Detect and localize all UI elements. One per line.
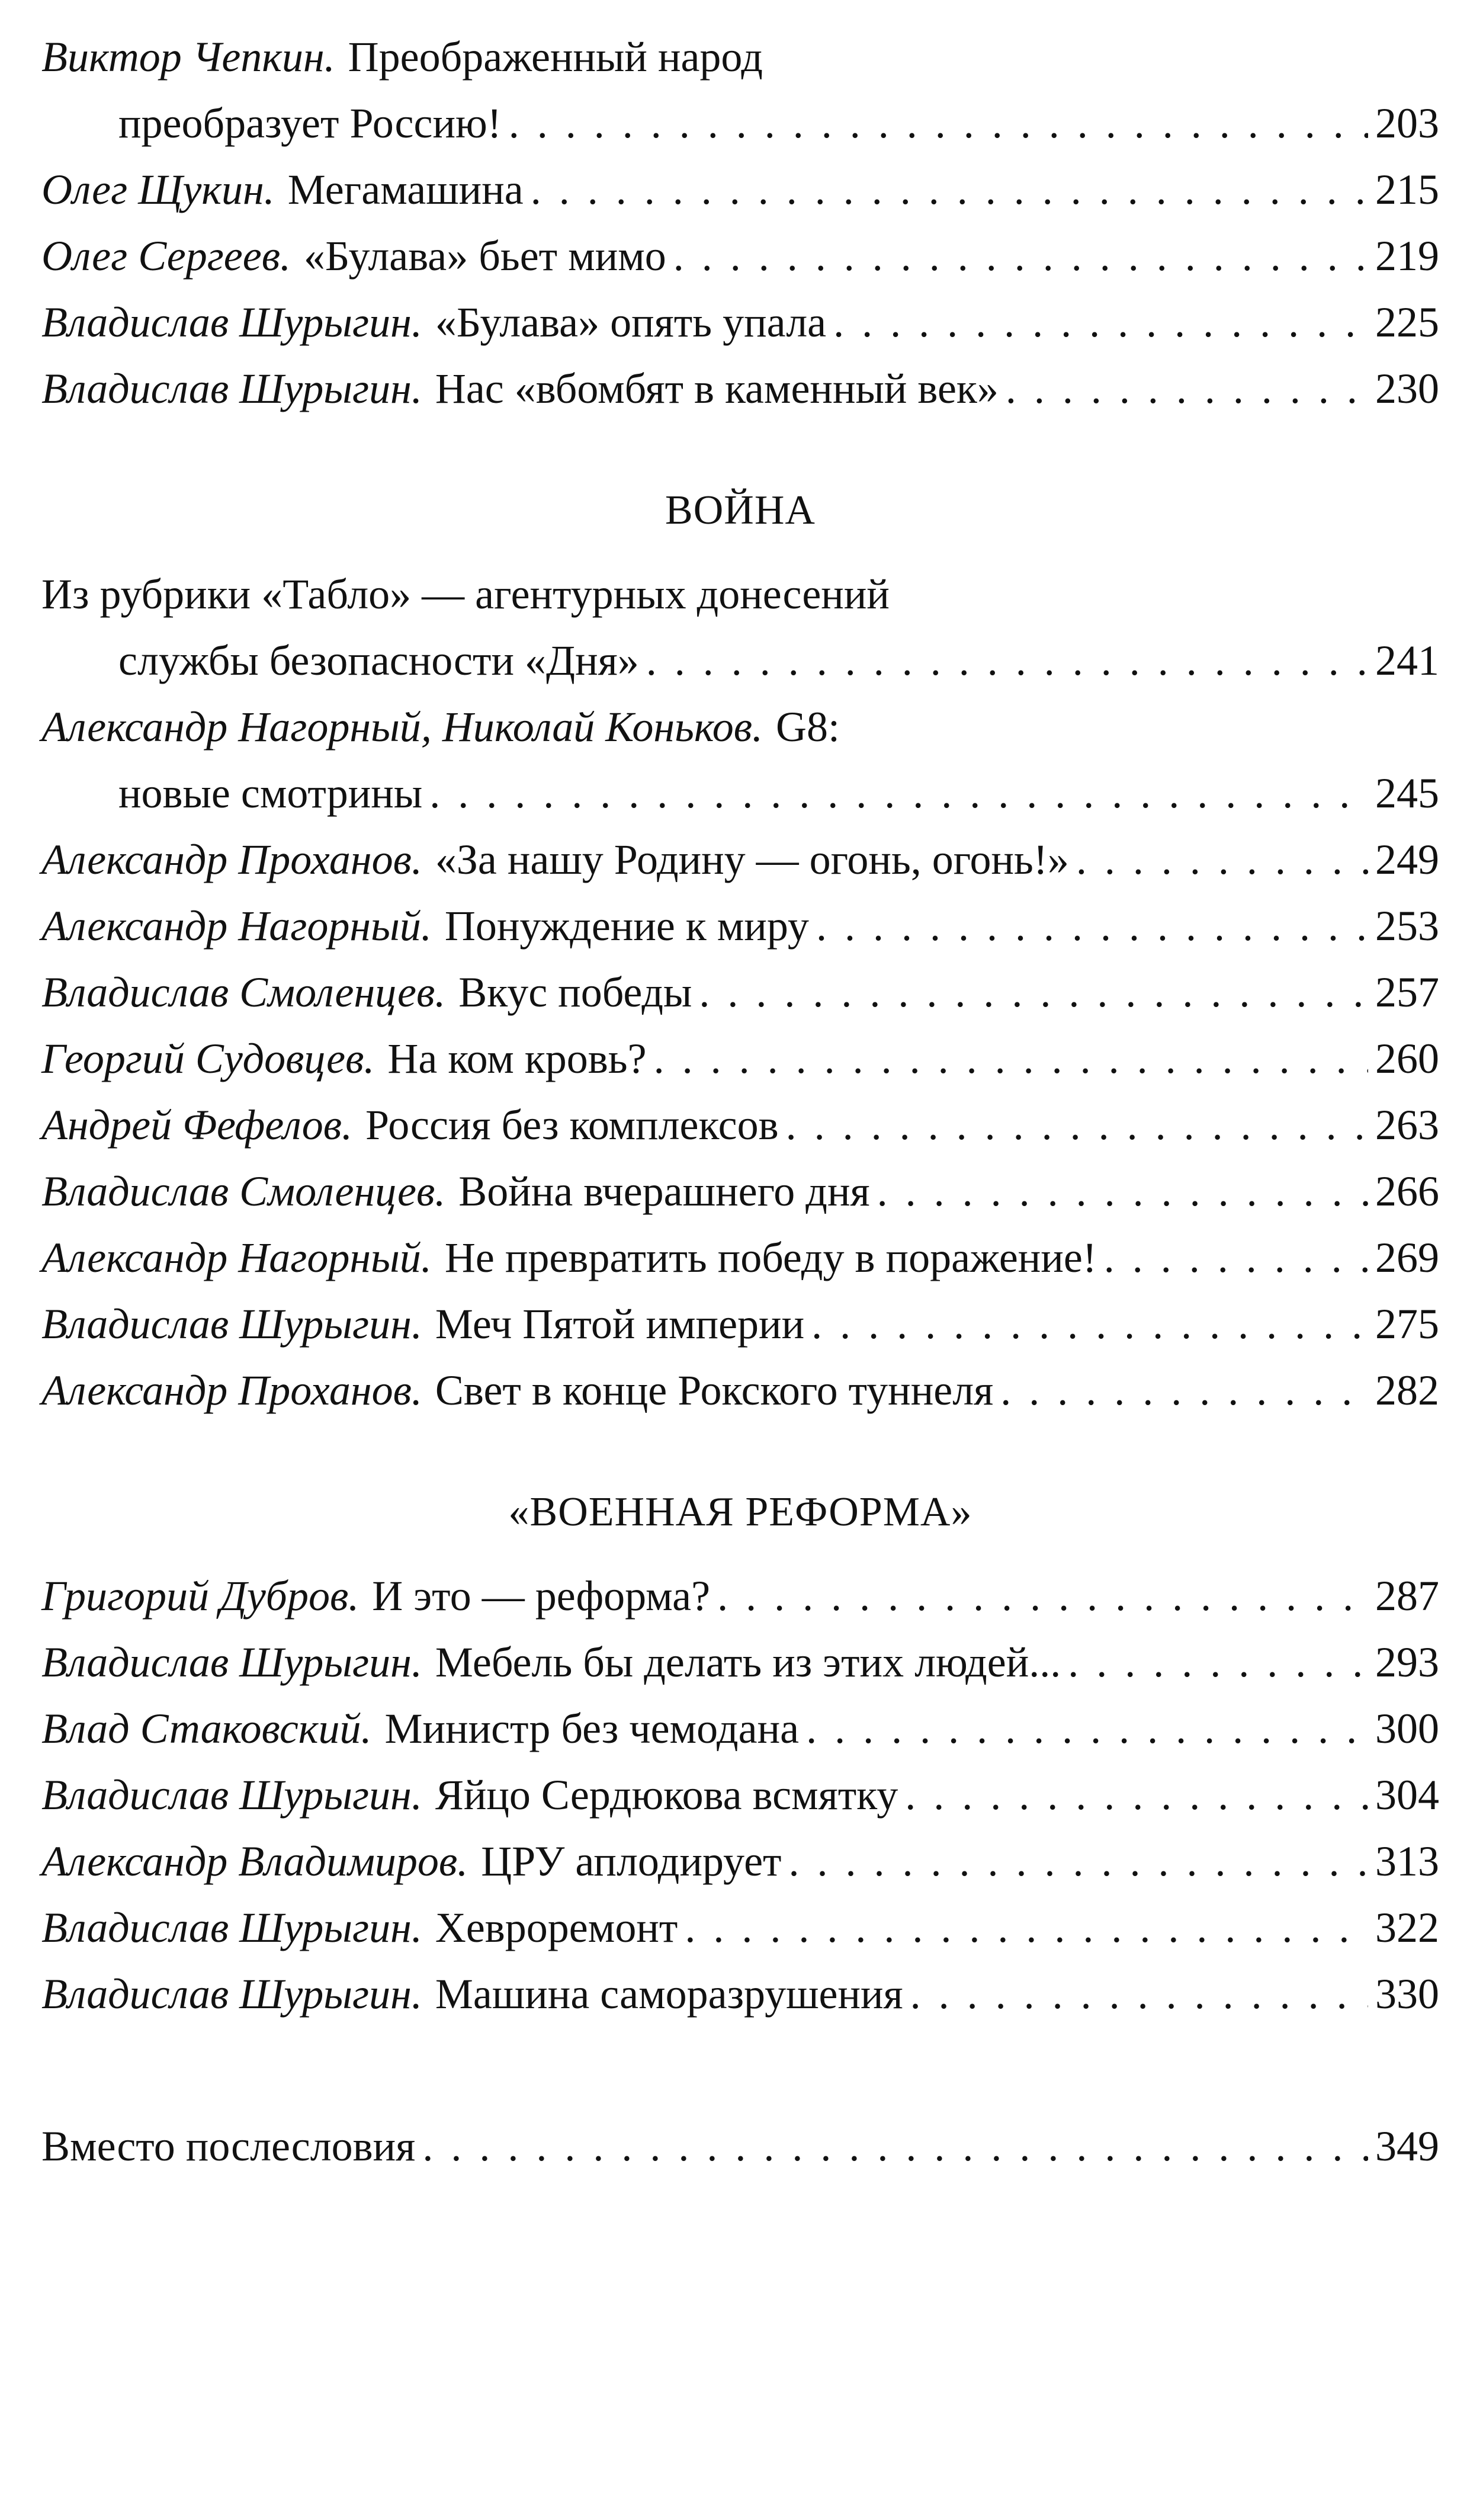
dot-leader bbox=[1006, 355, 1368, 422]
dot-leader bbox=[429, 760, 1368, 826]
entry-page-number: 203 bbox=[1375, 100, 1439, 147]
entry-page-number: 260 bbox=[1375, 1035, 1439, 1082]
spacer bbox=[41, 422, 1439, 478]
entry-page-number: 269 bbox=[1375, 1234, 1439, 1281]
dot-leader bbox=[685, 1894, 1368, 1961]
dot-leader bbox=[422, 2113, 1368, 2179]
toc-line bbox=[41, 156, 1439, 223]
dot-leader bbox=[699, 959, 1368, 1025]
spacer bbox=[41, 543, 1439, 561]
toc-line bbox=[41, 1357, 1439, 1423]
toc-line bbox=[41, 1025, 1439, 1092]
dot-leader bbox=[1104, 1224, 1368, 1291]
entry-page-number: 249 bbox=[1375, 836, 1439, 883]
entry-title-continued: преобразует Россию! bbox=[118, 100, 502, 147]
entry-page-number: 304 bbox=[1375, 1771, 1439, 1819]
toc-entry bbox=[41, 1092, 1439, 1158]
entry-author: Олег Сергеев. bbox=[41, 232, 291, 280]
entry-author: Владислав Шурыгин. bbox=[41, 1904, 422, 1951]
entry-title: Преображенный народ bbox=[348, 33, 763, 81]
toc-entry bbox=[41, 1563, 1439, 1629]
toc-entry bbox=[41, 959, 1439, 1025]
entry-author: Виктор Чепкин. bbox=[41, 33, 335, 81]
toc-line-continued bbox=[41, 90, 1439, 156]
toc-entry bbox=[41, 893, 1439, 959]
entry-page-number: 245 bbox=[1375, 770, 1439, 817]
entry-title: Не превратить победу в поражение! bbox=[444, 1234, 1097, 1281]
toc-entry-afterword bbox=[41, 2113, 1439, 2179]
entry-author: Александр Нагорный. bbox=[41, 902, 432, 950]
dot-leader bbox=[717, 1563, 1368, 1629]
entry-title: Из рубрики «Табло» — агентурных донесений bbox=[41, 570, 890, 618]
entry-page-number: 257 bbox=[1375, 969, 1439, 1016]
dot-leader bbox=[646, 627, 1368, 694]
toc-entry bbox=[41, 289, 1439, 355]
toc-line bbox=[41, 1092, 1439, 1158]
toc-line-continued bbox=[41, 760, 1439, 826]
dot-leader bbox=[654, 1025, 1368, 1092]
toc-line bbox=[41, 1291, 1439, 1357]
toc-line bbox=[41, 1563, 1439, 1629]
section-heading-reform: «ВОЕННАЯ РЕФОРМА» bbox=[508, 1489, 972, 1535]
entry-author: Владислав Шурыгин. bbox=[41, 1639, 422, 1686]
toc-entry bbox=[41, 1224, 1439, 1291]
entry-author: Влад Стаковский. bbox=[41, 1705, 372, 1752]
entry-page-number: 349 bbox=[1375, 2123, 1439, 2170]
dot-leader bbox=[877, 1158, 1368, 1224]
toc-line bbox=[41, 289, 1439, 355]
entry-page-number: 241 bbox=[1375, 637, 1439, 684]
toc-entry bbox=[41, 355, 1439, 422]
section-heading-war: ВОЙНА bbox=[665, 488, 816, 533]
entry-page-number: 282 bbox=[1375, 1367, 1439, 1414]
dot-leader bbox=[910, 1961, 1368, 2027]
entry-author: Владислав Смоленцев. bbox=[41, 969, 446, 1016]
entry-title: Россия без комплексов bbox=[365, 1101, 779, 1149]
entry-title: Мебель бы делать из этих людей... bbox=[435, 1639, 1061, 1686]
toc-entry bbox=[41, 826, 1439, 893]
toc-line bbox=[41, 694, 1439, 760]
dot-leader bbox=[816, 893, 1368, 959]
entry-page-number: 266 bbox=[1375, 1168, 1439, 1215]
toc-line bbox=[41, 959, 1439, 1025]
table-of-contents bbox=[41, 24, 1439, 2179]
entry-page-number: 300 bbox=[1375, 1705, 1439, 1752]
entry-author: Александр Нагорный, Николай Коньков. bbox=[41, 703, 763, 751]
entry-author: Георгий Судовцев. bbox=[41, 1035, 375, 1082]
entry-title-continued: новые смотрины bbox=[118, 770, 423, 817]
toc-line bbox=[41, 561, 1439, 627]
entry-title: Машина саморазрушения bbox=[435, 1970, 903, 2018]
toc-line bbox=[41, 1224, 1439, 1291]
dot-leader bbox=[531, 156, 1368, 223]
toc-entry bbox=[41, 561, 1439, 694]
entry-author: Александр Владимиров. bbox=[41, 1838, 468, 1885]
entry-author: Владислав Шурыгин. bbox=[41, 1300, 422, 1348]
dot-leader bbox=[1068, 1629, 1368, 1695]
entry-title: И это — реформа? bbox=[372, 1572, 711, 1620]
toc-entry bbox=[41, 1158, 1439, 1224]
entry-title: G8: bbox=[776, 703, 840, 751]
entry-author: Григорий Дубров. bbox=[41, 1572, 359, 1620]
toc-line bbox=[41, 1629, 1439, 1695]
toc-line bbox=[41, 1158, 1439, 1224]
dot-leader bbox=[806, 1695, 1368, 1762]
entry-title: Хевроремонт bbox=[435, 1904, 678, 1951]
dot-leader bbox=[1000, 1357, 1368, 1423]
entry-author: Владислав Шурыгин. bbox=[41, 365, 422, 412]
toc-group-war bbox=[41, 561, 1439, 1423]
entry-title: Министр без чемодана bbox=[384, 1705, 800, 1752]
toc-line bbox=[41, 893, 1439, 959]
entry-author: Андрей Фефелов. bbox=[41, 1101, 352, 1149]
toc-line bbox=[41, 355, 1439, 422]
dot-leader bbox=[811, 1291, 1368, 1357]
toc-entry bbox=[41, 1961, 1439, 2027]
entry-page-number: 275 bbox=[1375, 1300, 1439, 1348]
toc-entry bbox=[41, 1695, 1439, 1762]
toc-line bbox=[41, 1828, 1439, 1894]
toc-line bbox=[41, 1961, 1439, 2027]
entry-page-number: 322 bbox=[1375, 1904, 1439, 1951]
toc-entry bbox=[41, 1291, 1439, 1357]
entry-author: Владислав Шурыгин. bbox=[41, 1970, 422, 2018]
entry-title: «Булава» бьет мимо bbox=[303, 232, 666, 280]
toc-group-reform bbox=[41, 1563, 1439, 2027]
entry-author: Александр Проханов. bbox=[41, 1367, 422, 1414]
toc-line bbox=[41, 24, 1439, 90]
entry-title: «Булава» опять упала bbox=[435, 299, 827, 346]
entry-page-number: 219 bbox=[1375, 232, 1439, 280]
spacer bbox=[41, 2027, 1439, 2113]
entry-page-number: 313 bbox=[1375, 1838, 1439, 1885]
entry-page-number: 230 bbox=[1375, 365, 1439, 412]
toc-group-top bbox=[41, 24, 1439, 422]
entry-title: Мегамашина bbox=[287, 166, 524, 213]
entry-title: На ком кровь? bbox=[387, 1035, 647, 1082]
toc-line bbox=[41, 1762, 1439, 1828]
dot-leader bbox=[786, 1092, 1368, 1158]
dot-leader bbox=[673, 223, 1368, 289]
toc-entry bbox=[41, 1828, 1439, 1894]
entry-page-number: 225 bbox=[1375, 299, 1439, 346]
entry-title: Нас «вбомбят в каменный век» bbox=[435, 365, 999, 412]
toc-entry bbox=[41, 1629, 1439, 1695]
entry-author: Олег Щукин. bbox=[41, 166, 275, 213]
toc-entry bbox=[41, 223, 1439, 289]
toc-entry bbox=[41, 694, 1439, 826]
dot-leader bbox=[833, 289, 1368, 355]
entry-title: ЦРУ аплодирует bbox=[481, 1838, 782, 1885]
toc-line bbox=[41, 223, 1439, 289]
entry-title: Война вчерашнего дня bbox=[458, 1168, 870, 1215]
toc-entry bbox=[41, 1025, 1439, 1092]
entry-title-continued: службы безопасности «Дня» bbox=[118, 637, 639, 684]
entry-author: Владислав Шурыгин. bbox=[41, 299, 422, 346]
toc-line bbox=[41, 1894, 1439, 1961]
entry-title: Понуждение к миру bbox=[444, 902, 809, 950]
entry-title: Свет в конце Рокского туннеля bbox=[435, 1367, 994, 1414]
toc-line bbox=[41, 2113, 1439, 2179]
toc-entry bbox=[41, 1762, 1439, 1828]
dot-leader bbox=[905, 1762, 1368, 1828]
entry-title: Вкус победы bbox=[458, 969, 692, 1016]
entry-title: «За нашу Родину — огонь, огонь!» bbox=[435, 836, 1069, 883]
entry-author: Владислав Шурыгин. bbox=[41, 1771, 422, 1819]
toc-entry bbox=[41, 24, 1439, 156]
entry-author: Владислав Смоленцев. bbox=[41, 1168, 446, 1215]
entry-title: Яйцо Сердюкова всмятку bbox=[435, 1771, 898, 1819]
toc-line-continued bbox=[41, 627, 1439, 694]
entry-page-number: 215 bbox=[1375, 166, 1439, 213]
entry-page-number: 330 bbox=[1375, 1970, 1439, 2018]
dot-leader bbox=[1076, 826, 1368, 893]
entry-page-number: 263 bbox=[1375, 1101, 1439, 1149]
toc-entry bbox=[41, 156, 1439, 223]
dot-leader bbox=[509, 90, 1368, 156]
toc-line bbox=[41, 1695, 1439, 1762]
toc-entry bbox=[41, 1357, 1439, 1423]
entry-page-number: 293 bbox=[1375, 1639, 1439, 1686]
entry-author: Александр Проханов. bbox=[41, 836, 422, 883]
entry-title: Вместо послесловия bbox=[41, 2123, 416, 2170]
spacer bbox=[41, 1545, 1439, 1563]
entry-page-number: 253 bbox=[1375, 902, 1439, 950]
toc-line bbox=[41, 826, 1439, 893]
dot-leader bbox=[789, 1828, 1369, 1894]
entry-author: Александр Нагорный. bbox=[41, 1234, 432, 1281]
entry-page-number: 287 bbox=[1375, 1572, 1439, 1620]
toc-entry bbox=[41, 1894, 1439, 1961]
entry-title: Меч Пятой империи bbox=[435, 1300, 805, 1348]
spacer bbox=[41, 1423, 1439, 1480]
